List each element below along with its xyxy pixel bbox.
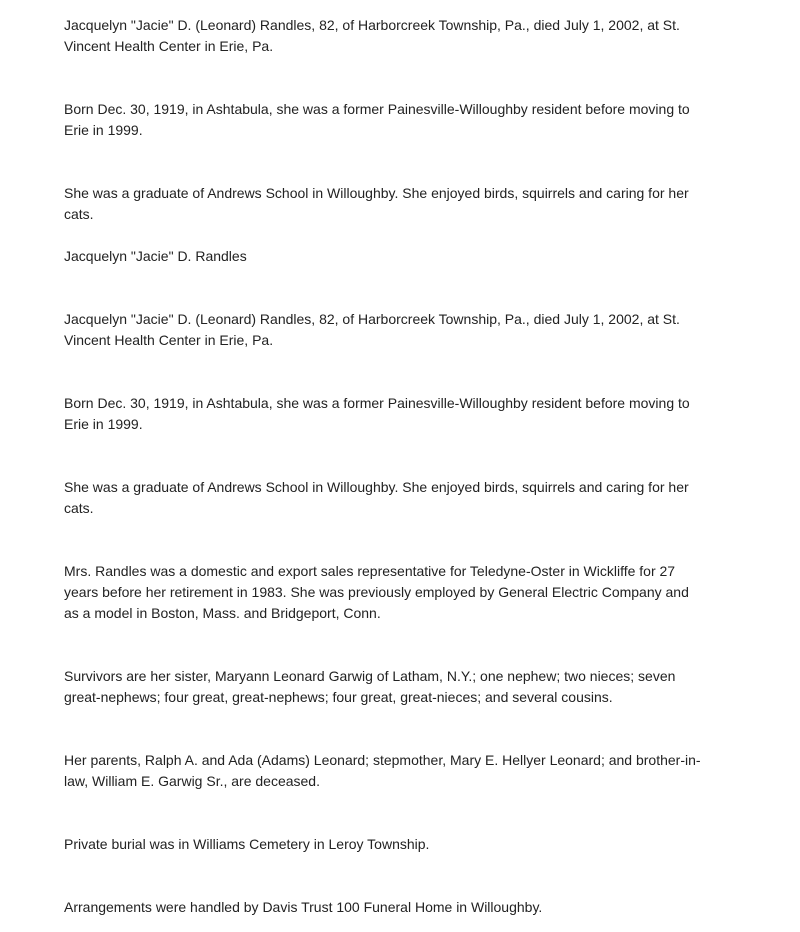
paragraph-death-notice: Jacquelyn "Jacie" D. (Leonard) Randles, 82, of Harborcreek Township, Pa., died July 1, 2002, at St. Vincent Health Center in Erie, Pa. [64,17,680,54]
paragraph-birth-repeat: Born Dec. 30, 1919, in Ashtabula, she was a former Painesville-Willoughby resident before moving to Erie in 1999. [64,395,690,432]
paragraph-deceased-relatives: Her parents, Ralph A. and Ada (Adams) Leonard; stepmother, Mary E. Hellyer Leonard; and brother-in-law, William E. Garwig Sr., are deceased. [64,752,701,789]
obituary-text [64,15,704,918]
paragraph-arrangements: Arrangements were handled by Davis Trust 100 Funeral Home in Willoughby. [64,899,543,915]
paragraph-death-notice-repeat: Jacquelyn "Jacie" D. (Leonard) Randles, 82, of Harborcreek Township, Pa., died July 1, 2002, at St. Vincent Health Center in Erie, Pa. [64,311,680,348]
paragraph-education-repeat: She was a graduate of Andrews School in Willoughby. She enjoyed birds, squirrels and caring for her cats. [64,479,689,516]
paragraph-birth: Born Dec. 30, 1919, in Ashtabula, she was a former Painesville-Willoughby resident before moving to Erie in 1999. [64,101,690,138]
paragraph-burial: Private burial was in Williams Cemetery in Leroy Township. [64,836,430,852]
paragraph-education: She was a graduate of Andrews School in Willoughby. She enjoyed birds, squirrels and caring for her cats. [64,185,689,222]
obituary-heading: Jacquelyn "Jacie" D. Randles [64,248,247,264]
paragraph-career: Mrs. Randles was a domestic and export sales representative for Teledyne-Oster in Wickliffe for 27 years before her retirement in 1983. She was previously employed by General Electric Company and as a model in Boston, Mass. and Bridgeport, Conn. [64,563,689,621]
paragraph-survivors: Survivors are her sister, Maryann Leonard Garwig of Latham, N.Y.; one nephew; two nieces; seven great-nephews; four great, great-nephews; four great, great-nieces; and several cousins. [64,668,676,705]
